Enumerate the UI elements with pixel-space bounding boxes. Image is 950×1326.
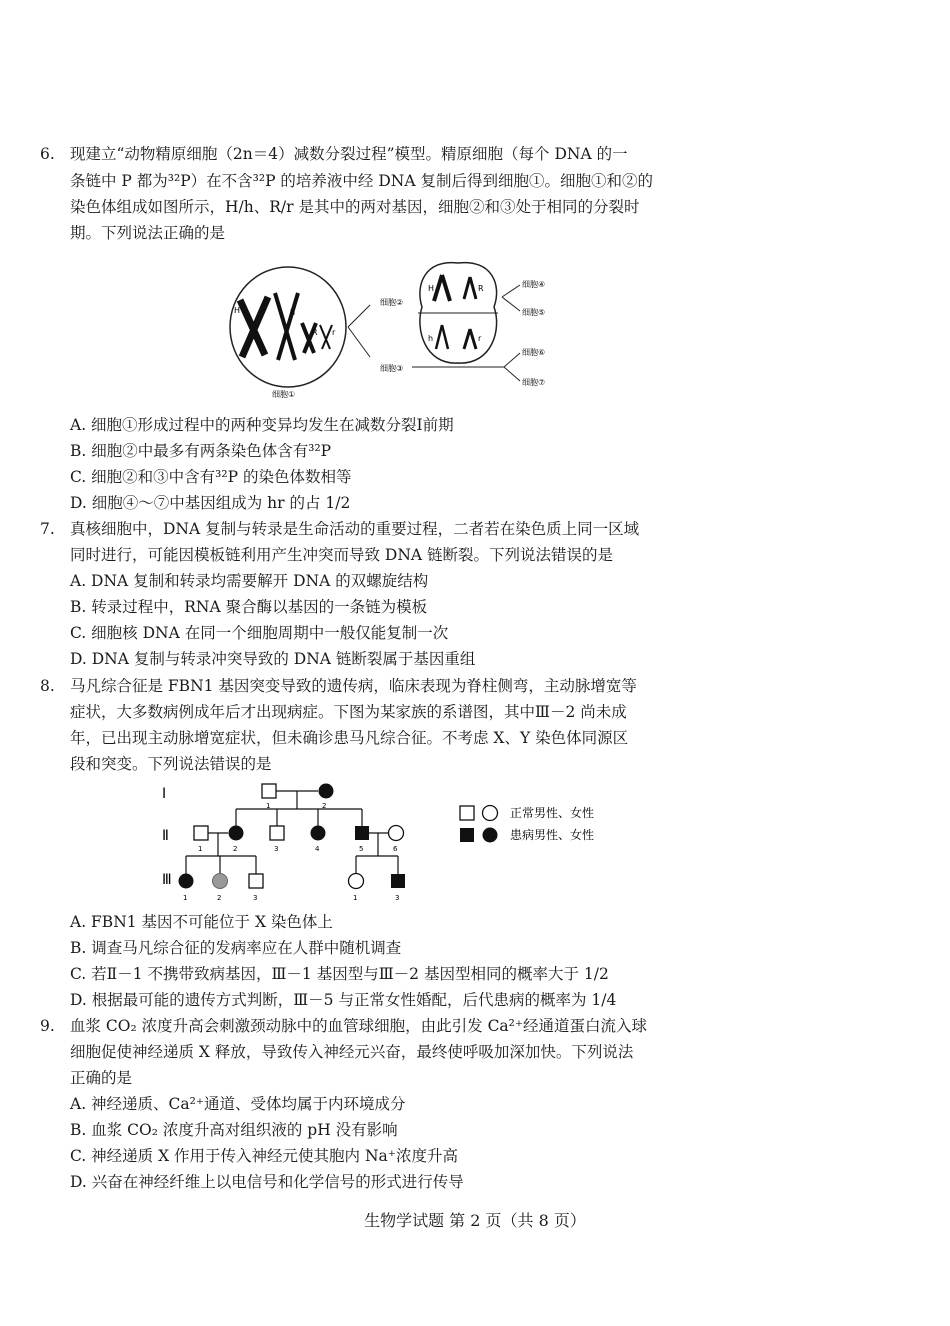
q6-stem-line: 染色体组成如图所示，H/h、R/r 是其中的两对基因，细胞②和③处于相同的分裂时 bbox=[70, 198, 640, 216]
q9-stem-line: 细胞促使神经递质 X 释放，导致传入神经元兴奋，最终使呼吸加深加快。下列说法 bbox=[70, 1043, 634, 1061]
question-number: 8. bbox=[40, 677, 55, 695]
affected-female bbox=[179, 874, 194, 889]
q7-stem-line: 7. 真核细胞中，DNA 复制与转录是生命活动的重要过程，二者若在染色质上同一区域 bbox=[40, 520, 640, 538]
cell3-label: 细胞③ bbox=[380, 364, 404, 373]
normal-male bbox=[249, 874, 263, 888]
chromosome-shape bbox=[436, 325, 448, 349]
page-footer: 生物学试题 第 2 页（共 8 页） bbox=[364, 1211, 586, 1230]
q9-stem-line: 9. 血浆 CO₂ 浓度升高会刺激颈动脉中的血管球细胞，由此引发 Ca²⁺经通道蛋白流入球 bbox=[40, 1017, 648, 1035]
legend-affected-male bbox=[460, 828, 474, 842]
gene-label: r bbox=[332, 328, 336, 337]
chromosome-shape bbox=[464, 277, 476, 299]
q8-option: C. 若Ⅱ－1 不携带致病基因，Ⅲ－1 基因型与Ⅲ－2 基因型相同的概率大于 1/2 bbox=[70, 965, 609, 983]
q6-option: B. 细胞②中最多有两条染色体含有³²P bbox=[70, 442, 332, 460]
chromosome-shape bbox=[320, 325, 332, 349]
question-number: 9. bbox=[40, 1017, 55, 1035]
cell6-label: 细胞⑥ bbox=[522, 348, 546, 357]
q9-option: B. 血浆 CO₂ 浓度升高对组织液的 pH 没有影响 bbox=[70, 1121, 398, 1139]
svg-text:5: 5 bbox=[359, 845, 364, 853]
cell1-label: 细胞① bbox=[272, 390, 296, 399]
q7-stem-line: 同时进行，可能因模板链利用产生冲突而导致 DNA 链断裂。下列说法错误的是 bbox=[70, 546, 614, 564]
affected-male bbox=[391, 874, 405, 888]
svg-text:1: 1 bbox=[183, 894, 188, 902]
cell2-label: 细胞② bbox=[380, 298, 404, 307]
svg-text:2: 2 bbox=[217, 894, 222, 902]
generation-label: Ⅱ bbox=[162, 828, 169, 844]
q9-option: A. 神经递质、Ca²⁺通道、受体均属于内环境成分 bbox=[70, 1095, 406, 1113]
cell7-label: 细胞⑦ bbox=[522, 378, 546, 387]
gene-label: h bbox=[290, 308, 296, 317]
svg-text:3: 3 bbox=[274, 845, 279, 853]
gene-label: h bbox=[428, 334, 434, 343]
q9-stem-line: 正确的是 bbox=[70, 1069, 133, 1087]
normal-female bbox=[389, 826, 404, 841]
question-number: 7. bbox=[40, 520, 55, 538]
q7-option: A. DNA 复制和转录均需要解开 DNA 的双螺旋结构 bbox=[70, 572, 429, 590]
undiagnosed-female bbox=[213, 874, 228, 889]
q6-stem-line: 期。下列说法正确的是 bbox=[70, 224, 226, 242]
chromosome-shape bbox=[464, 329, 476, 349]
gene-label: H bbox=[428, 284, 435, 293]
branch-line bbox=[504, 353, 520, 381]
cell5-label: 细胞⑤ bbox=[522, 308, 546, 317]
affected-female bbox=[319, 784, 334, 799]
affected-female bbox=[311, 826, 326, 841]
svg-text:1: 1 bbox=[198, 845, 203, 853]
gene-label: H bbox=[234, 306, 241, 315]
normal-male bbox=[262, 784, 276, 798]
svg-text:2: 2 bbox=[233, 845, 238, 853]
chromosome-shape bbox=[434, 275, 450, 301]
legend-normal-female bbox=[483, 806, 498, 821]
pedigree-figure bbox=[150, 778, 650, 908]
q9-option: C. 神经递质 X 作用于传入神经元使其胞内 Na⁺浓度升高 bbox=[70, 1147, 458, 1165]
q7-option: D. DNA 复制与转录冲突导致的 DNA 链断裂属于基因重组 bbox=[70, 650, 476, 668]
cell4-label: 细胞④ bbox=[522, 280, 546, 289]
generation-label: Ⅰ bbox=[162, 786, 167, 802]
individual-number: 2 bbox=[322, 802, 327, 810]
legend-affected-female bbox=[483, 828, 498, 843]
legend-normal-male bbox=[460, 806, 474, 820]
q9-option: D. 兴奋在神经纤维上以电信号和化学信号的形式进行传导 bbox=[70, 1173, 464, 1191]
q8-stem-line: 年，已出现主动脉增宽症状，但未确诊患马凡综合征。不考虑 X、Y 染色体同源区 bbox=[70, 729, 629, 747]
svg-text:1: 1 bbox=[353, 894, 358, 902]
branch-line bbox=[348, 305, 370, 357]
q7-option: C. 细胞核 DNA 在同一个细胞周期中一般仅能复制一次 bbox=[70, 624, 449, 642]
q8-stem-line: 症状，大多数病例成年后才出现病症。下图为某家族的系谱图，其中Ⅲ－2 尚未成 bbox=[70, 703, 627, 721]
chromosome-shape bbox=[275, 293, 298, 360]
legend-normal-text: 正常男性、女性 bbox=[510, 806, 595, 820]
affected-male bbox=[355, 826, 369, 840]
q6-option: C. 细胞②和③中含有³²P 的染色体数相等 bbox=[70, 468, 352, 486]
gene-label: R bbox=[312, 328, 318, 337]
normal-male bbox=[194, 826, 208, 840]
q6-option: D. 细胞④～⑦中基因组成为 hr 的占 1/2 bbox=[70, 494, 351, 512]
gene-label: R bbox=[478, 284, 484, 293]
normal-male bbox=[270, 826, 284, 840]
q8-stem-line: 段和突变。下列说法错误的是 bbox=[70, 755, 272, 773]
svg-text:4: 4 bbox=[315, 845, 320, 853]
chromosome-shape bbox=[240, 297, 268, 357]
legend-affected-text: 患病男性、女性 bbox=[510, 828, 595, 842]
q8-option: B. 调查马凡综合征的发病率应在人群中随机调查 bbox=[70, 939, 402, 957]
svg-text:6: 6 bbox=[393, 845, 398, 853]
normal-female bbox=[349, 874, 364, 889]
generation-label: Ⅲ bbox=[162, 872, 172, 888]
q6-stem-line: 条链中 P 都为³²P）在不含³²P 的培养液中经 DNA 复制后得到细胞①。细胞①和②的 bbox=[70, 172, 653, 190]
q7-option: B. 转录过程中，RNA 聚合酶以基因的一条链为模板 bbox=[70, 598, 428, 616]
affected-female bbox=[229, 826, 244, 841]
svg-text:3: 3 bbox=[395, 894, 400, 902]
q8-stem-line: 8. 马凡综合征是 FBN1 基因突变导致的遗传病，临床表现为脊柱侧弯，主动脉增宽等 bbox=[40, 677, 637, 695]
meiosis-figure bbox=[220, 245, 580, 405]
gene-label: r bbox=[478, 334, 482, 343]
q8-option: D. 根据最可能的遗传方式判断，Ⅲ－5 与正常女性婚配，后代患病的概率为 1/4 bbox=[70, 991, 617, 1009]
q8-option: A. FBN1 基因不可能位于 X 染色体上 bbox=[70, 913, 333, 931]
svg-text:3: 3 bbox=[253, 894, 258, 902]
branch-line bbox=[502, 285, 520, 311]
q6-stem-line: 6. 现建立“动物精原细胞（2n＝4）减数分裂过程”模型。精原细胞（每个 DNA 的一 bbox=[40, 145, 628, 163]
individual-number: 1 bbox=[266, 802, 271, 810]
question-number: 6. bbox=[40, 145, 55, 163]
q6-option: A. 细胞①形成过程中的两种变异均发生在减数分裂Ⅰ前期 bbox=[70, 416, 454, 434]
